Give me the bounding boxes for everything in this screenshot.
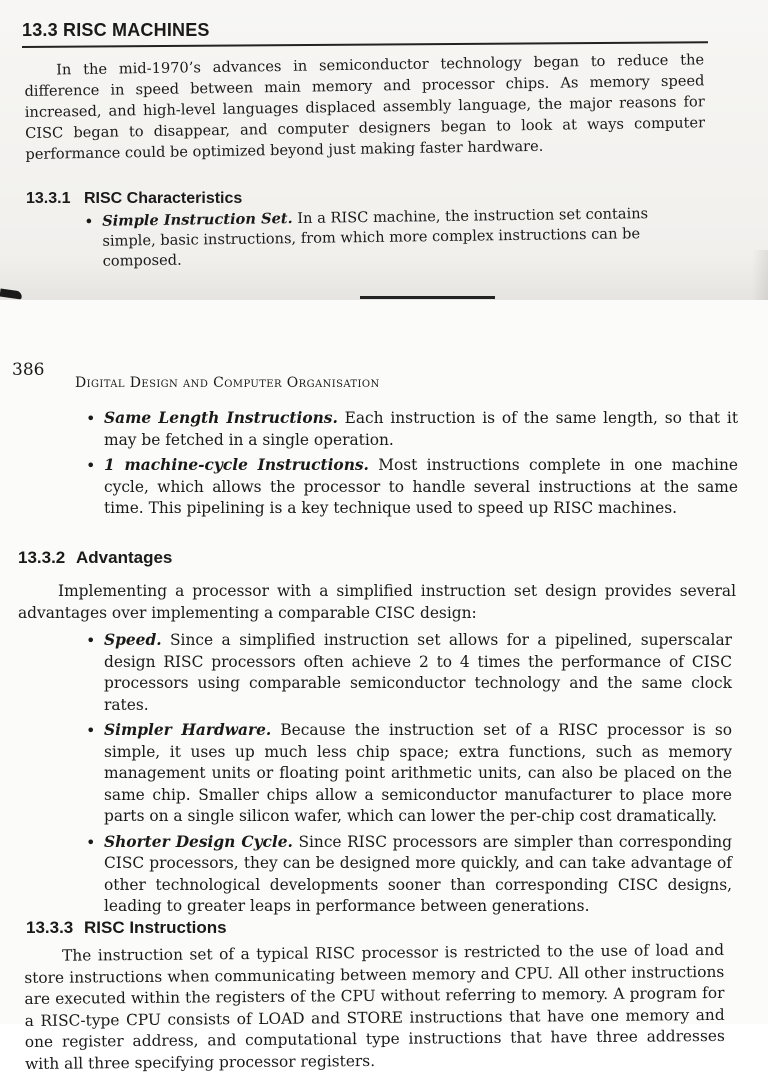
- subheading-number: 13.3.2: [18, 548, 66, 567]
- bullet-speed: [86, 630, 732, 716]
- bullet-shorter-design-cycle: [86, 832, 732, 918]
- page-edge-mark: [0, 289, 22, 300]
- bullet-term: Shorter Design Cycle.: [104, 832, 293, 851]
- bullet-term: Same Length Instructions.: [104, 409, 338, 427]
- advantages-list: [86, 630, 732, 922]
- advantages-intro: Implementing a processor with a simplified instruction set design provides several advantages over implementing a comparable CISC design:: [18, 582, 736, 622]
- bullet-text: Most instructions complete in one machine cycle, which allows the processor to handle several instructions at the same time. This pipelining is a key technique used to speed up RISC machines.: [104, 456, 738, 517]
- bullet-text: Because the instruction set of a RISC processor is so simple, it uses up much less chip space; extra functions, such as memory management units or floating point arithmetic units, can also be placed on the same chip. Smaller chips allow a semiconductor manufacturer to place more parts on a single silicon wafer, which can lower the per-chip cost dramatically.: [104, 721, 732, 825]
- subheading-risc-instructions: [26, 918, 227, 938]
- running-head: Digital Design and Computer Organisation: [75, 375, 380, 391]
- subheading-advantages: [18, 548, 172, 568]
- subheading-number: 13.3.3: [26, 918, 74, 937]
- page-edge-shadow: [752, 250, 768, 300]
- subheading-number: 13.3.1: [26, 190, 71, 207]
- subheading-title: RISC Characteristics: [84, 190, 243, 207]
- intro-paragraph: In the mid-1970’s advances in semiconductor technology began to reduce the difference in speed between main memory and processor chips. As memory speed increased, and high-level languages displaced assembly language, the major reasons for CISC began to disappear, and computer designers began to look at ways computer performance could be optimized beyond just making faster hardware.: [24, 51, 706, 163]
- bullet-text: In a RISC machine, the instruction set contains simple, basic instructions, from which more complex instructions can be composed.: [102, 205, 649, 270]
- bullet-term: Simpler Hardware.: [104, 721, 272, 739]
- subheading-title: RISC Instructions: [84, 918, 227, 937]
- bullet-same-length: [86, 408, 738, 451]
- page-number: 386: [12, 360, 45, 380]
- book-page-386: [0, 300, 768, 1073]
- section-heading-risc-machines: 13.3 RISC MACHINES: [22, 20, 210, 40]
- characteristics-list: [86, 408, 738, 524]
- bullet-text: Each instruction is of the same length, so that it may be fetched in a single operation.: [104, 409, 739, 449]
- risc-instructions-paragraph: The instruction set of a typical RISC processor is restricted to the use of load and store instructions when communicating between memory and CPU. All other instructions are executed within the registers of the CPU without referring to memory. A program for a RISC-type CPU consists of LOAD and STORE instructions that have one memory and one register address, and computational type instructions that have three addresses with all three specifying processor registers.: [24, 940, 725, 1073]
- bullet-text: Since RISC processors are simpler than corresponding CISC processors, they can be designed more quickly, and can take advantage of other technological developments sooner than corresponding CISC designs, leading to greater leaps in performance between generations.: [104, 832, 732, 915]
- subheading-risc-characteristics: [26, 190, 242, 208]
- bullet-term: 1 machine-cycle Instructions.: [104, 456, 369, 474]
- subheading-title: Advantages: [76, 548, 173, 567]
- bullet-text: Since a simplified instruction set allows for a pipelined, superscalar design RISC processors often achieve 2 to 4 times the performance of CISC processors using comparable semiconductor technology and the same clock rates.: [104, 631, 732, 714]
- bullet-term: Simple Instruction Set.: [102, 210, 293, 230]
- bullet-simple-instruction-set: [84, 204, 691, 272]
- bullet-one-cycle: [86, 455, 738, 520]
- page-edge-line: [360, 296, 495, 299]
- heading-rule: [22, 41, 708, 48]
- bullet-term: Speed.: [104, 631, 162, 649]
- bullet-simpler-hardware: [86, 720, 732, 828]
- previous-page-photo: [0, 0, 768, 300]
